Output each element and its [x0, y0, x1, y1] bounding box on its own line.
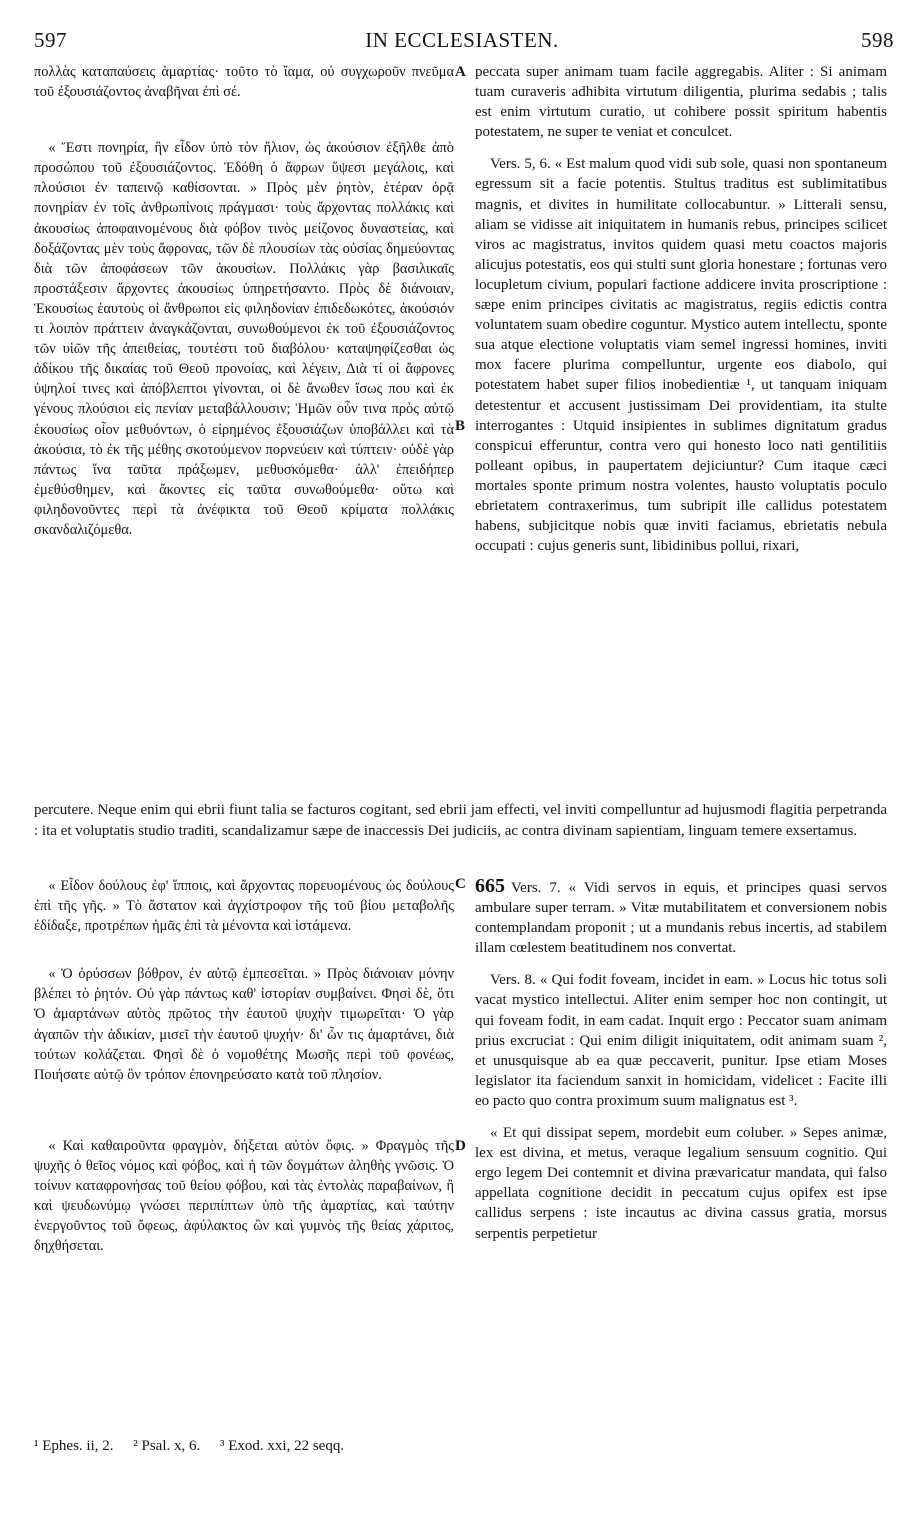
greek-paragraph: « Ὁ ὀρύσσων βόθρον, ἐν αὐτῷ ἐμπεσεῖται. » Πρὸς διάνοιαν μόνην βλέπει τὸ ῥητόν. Οὐ γὰρ πάντως καθ' ἱστορίαν συμβαίνει. Φησὶ δὲ, ὅτι Ὁ ἁμαρτάνων αὐτὸς πρῶτος τὴν ἑαυτοῦ ψυχὴν τιμωρεῖται· Ὁ γὰρ ἀγαπῶν τὴν ἀδικίαν, μισεῖ τὴν ἑαυτοῦ ψυχήν· δι' ὧν τις ἁμαρτάνει, διὰ τούτων κολάζεται. Φησὶ δὲ ὁ νομοθέτης Μωσῆς περὶ τοῦ φονέως, Ποιήσατε αὐτῷ ὃν τρόπον ἐπονηρεύσατο κατὰ τοῦ πλησίον. — [34, 966, 454, 1083]
greek-column — [34, 62, 454, 540]
page-number-right: 598 — [861, 28, 894, 52]
greek-paragraph: πολλὰς καταπαύσεις ἁμαρτίας· τοῦτο τὸ ἴαμα, οὐ συγχωροῦν πνεῦμα τοῦ ἐξουσιάζοντος ἀναβῆναι ἐπὶ σέ. — [34, 64, 454, 101]
greek-paragraph: « Καὶ καθαιροῦντα φραγμὸν, δήξεται αὐτὸν ὄφις. » Φραγμὸς τῆς ψυχῆς ὁ θεῖος νόμος καὶ φόβος, καὶ ἡ τῶν δογμάτων ἀληθὴς γνῶσις. Ὁ τοίνυν καταφρονήσας τοῦ θείου φόβου, καὶ τὰς ἐντολὰς παραβαίνων, ἢ καὶ ψευδωνύμῳ γνώσει περιπίπτων ὑπὸ τῆς ἁμαρτίας, καὶ ταύτην ἐνεργοῦντος τοῦ ὄφεως, ἀφύλακτος ὢν καὶ γυμνὸς τῆς θείας χάριτος, δηχθήσεται. — [34, 1138, 454, 1255]
margin-marker-c: C — [455, 876, 466, 892]
full-width-paragraph — [34, 800, 887, 842]
latin-paragraph: « Et qui dissipat sepem, mordebit eum coluber. » Sepes animæ, lex est divina, et metus, veraque legalium sensuum cognitio. Qui ergo legem Dei contemnit et divina prævaricatur mandata, qui falso appellata cognitione decidit in peccatum cujus opifex est ipse callidus serpens : iste incautus ac divina cassus gratia, morsus serpentis perpetietur — [475, 1125, 887, 1242]
greek-column-lower — [34, 876, 454, 1085]
footnotes — [34, 1436, 734, 1457]
latin-paragraph: Vers. 8. « Qui fodit foveam, incidet in eam. » Locus hic totus soli vacat mystico intellectui. Aliter enim semper hoc non contingit, ut qui foveam fodit, in eam cadat. Inquit ergo : Peccator suam animam prius excruciat : Qui enim diligit iniquitatem, odit animam suam ², et unusquisque ab ea quæ peccaverit, punitur. Ipse etiam Moses legislator ita faciendum sanxit in homicidam, videlicet : Facite illi eo pacto quo contra proximum suum malignatus est ³. — [475, 972, 887, 1109]
footnote: ³ Exod. xxi, 22 seqq. — [220, 1438, 345, 1454]
footnote: ² Psal. x, 6. — [133, 1438, 201, 1454]
running-header — [0, 28, 924, 58]
latin-column — [475, 62, 887, 556]
margin-marker-b: B — [455, 418, 466, 434]
greek-paragraph: « Εἶδον δούλους ἐφ' ἵπποις, καὶ ἄρχοντας πορευομένους ὡς δούλους ἐπὶ τῆς γῆς. » Τὸ ἄστατον καὶ ἀγχίστροφον τῆς τοῦ βίου μεταβολῆς ἐδίδαξε, προτρέπων ἡμᾶς ἐπὶ τὰ μένοντα καὶ ἱστάμενα. — [34, 878, 454, 935]
latin-column-lower — [475, 876, 887, 1244]
greek-paragraph: « Ἔστι πονηρία, ἣν εἶδον ὑπὸ τὸν ἥλιον, ὡς ἀκούσιον ἐξῆλθε ἀπὸ προσώπου τοῦ ἐξουσιάζοντος. Ἐδόθη ὁ ἄφρων ὕψεσι μεγάλοις, καὶ πλούσιοι ἐν ταπεινῷ καθίσονται. » Πρὸς μὲν ῥητὸν, ἑτέραν ὁρᾷ πονηρίαν ἐν τοῖς ἀνθρωπίνοις πράγμασι· τοὺς ἄρχοντας πολλάκις καὶ ἀκουσίως ἀποφαινομένους διὰ φόβον τινὸς μείζονος δυναστείας, καὶ δοξάζοντας μὲν τοὺς ἄφρονας, τῶν δὲ πλουσίων τὰς οὐσίας δημεύοντας διὰ τῶν ἀποφάσεων τῶν ἀκουσίων. Πολλάκις γὰρ βασιλικαῖς προστάξεσιν ἄρχοντες ἀκουσίως ὑπηρετήσαντο. Πρὸς δὲ διάνοιαν, Ἑκουσίως ἑαυτοὺς οἱ ἄνθρωποι εἰς φιληδονίαν ἐπιδεδωκότες, ἀκούσιόν τι λοιπὸν πράττειν ἀναγκάζονται, συνωθούμενοι ἐκ τοῦ ἐξουσιάζοντος τῶν υἱῶν τῆς ἀπειθείας, τουτέστι τοῦ διαβόλου· καταψηφίζεσθαι ὡς ἀδίκου τῆς δικαίας τοῦ Θεοῦ προνοίας, καὶ λέγειν, Διὰ τί οἱ ἄφρονες ὑψηλοί τινες καὶ ἀπόβλεπτοι γίνονται, οἱ δὲ ἄνωθεν ἴσως που καὶ ἐκ γένους πλούσιοι εἰς πενίαν μεταβάλλουσιν; Ἡμῶν οὖν τινα πρὸς αὐτῷ ἑκουσίως οἷον μεθυόντων, ὁ εἰρημένος ἐξουσιάζων ὑποβάλλει καὶ τὰ ἀκούσια, τὸ ἐκ τῆς μέθης σκοτούμενον πορνεύειν καὶ τύπτειν· οὐδὲ γὰρ πάντως ἵνα ταῦτα πράξωμεν, μεθυσκόμεθα· ἀλλ' ἐπειδήπερ ἐμεθύσθημεν, καὶ ἄκοντες εἰς ταῦτα συνωθούμεθα· οὕτω καὶ φιληδονοῦντες περὶ τὰ ἀνέφικτα τοῦ Θεοῦ κρίματα πολλάκις σκανδαλιζόμεθα. — [34, 140, 454, 538]
footnote: ¹ Ephes. ii, 2. — [34, 1438, 114, 1454]
margin-marker-a: A — [455, 64, 466, 80]
margin-marker-d: D — [455, 1138, 466, 1154]
latin-paragraph: peccata super animam tuam facile aggregabis. Aliter : Si animam tuam curaveris adhibita virtutum diligentia, plurima sedabis ; talis est enim virtutum curatio, ut cohibere possit spiritum habentis potestatem, ne super te veniat et conculcet. — [475, 64, 887, 141]
latin-paragraph: Vers. 7. « Vidi servos in equis, et principes quasi servos ambulare super terram. » Vitæ mutabilitatem et conversionem nobis contemplandam proponit ; ut a mundanis rebus incertis, ad stabilem illam cœlestem beatitudinem nos convertat. — [475, 880, 887, 957]
latin-paragraph: Vers. 5, 6. « Est malum quod vidi sub sole, quasi non spontaneum egressum sit a facie potentis. Stultus traditus est sublimitatibus magnis, et divites in humilitate collocabuntur. » Litterali sensu, aliam se vidisse ait iniquitatem in humanis rebus, principes scilicet viros ac magistratus, invitos quidem quasi metu coactos majoris alicujus potestatis, eos qui stulti sunt gloria honestare ; fortunas vero locupletum civium, populari factione addicere invita proscriptione : sæpe enim principes civitatis ac magistratus, regiis edictis contra voluntatem suam obedire coguntur. Mystico autem intellectu, sponte sua atque electione voluptatis viam semel ingressi homines, inviti mox facere plurima compelluntur, urgente eos diabolo, qui potestatem habet super filios inobedientiæ ¹, ut tanquam iniquam detestentur et accusent justissimam Dei providentiam, ita stulte interrogantes : Utquid insipientes in sublimes dignitatum gradus conspicui efferuntur, contra vero qui honesto loco nati gentilitiis polleant opibus, in paupertatem dejiciuntur? Cum itaque cæci mortales sponte primum nostra volentes, hausto voluptatis poculo ebrietatem contraxerimus, tum subripit ille callidus potestatem habens, subjicitque nobis quæ inviti faciamus, ebrietatis nebula occupati : cujus generis sunt, libidinibus pollui, rixari, — [475, 156, 887, 555]
greek-column-bottom — [34, 1136, 454, 1257]
column-number: 665 — [475, 875, 505, 897]
page-number-left: 597 — [34, 28, 67, 52]
full-width-text: percutere. Neque enim qui ebrii fiunt talia se facturos cogitant, sed ebrii jam effecti, vel inviti compelluntur ad hujusmodi flagitia perpetranda : ita et voluptatis studio traditi, scandalizamur sæpe de inaccessis Dei judiciis, ac contra divinam sapientiam, linguam temere exsertamus. — [34, 802, 887, 839]
running-title: IN ECCLESIASTEN. — [365, 28, 559, 52]
